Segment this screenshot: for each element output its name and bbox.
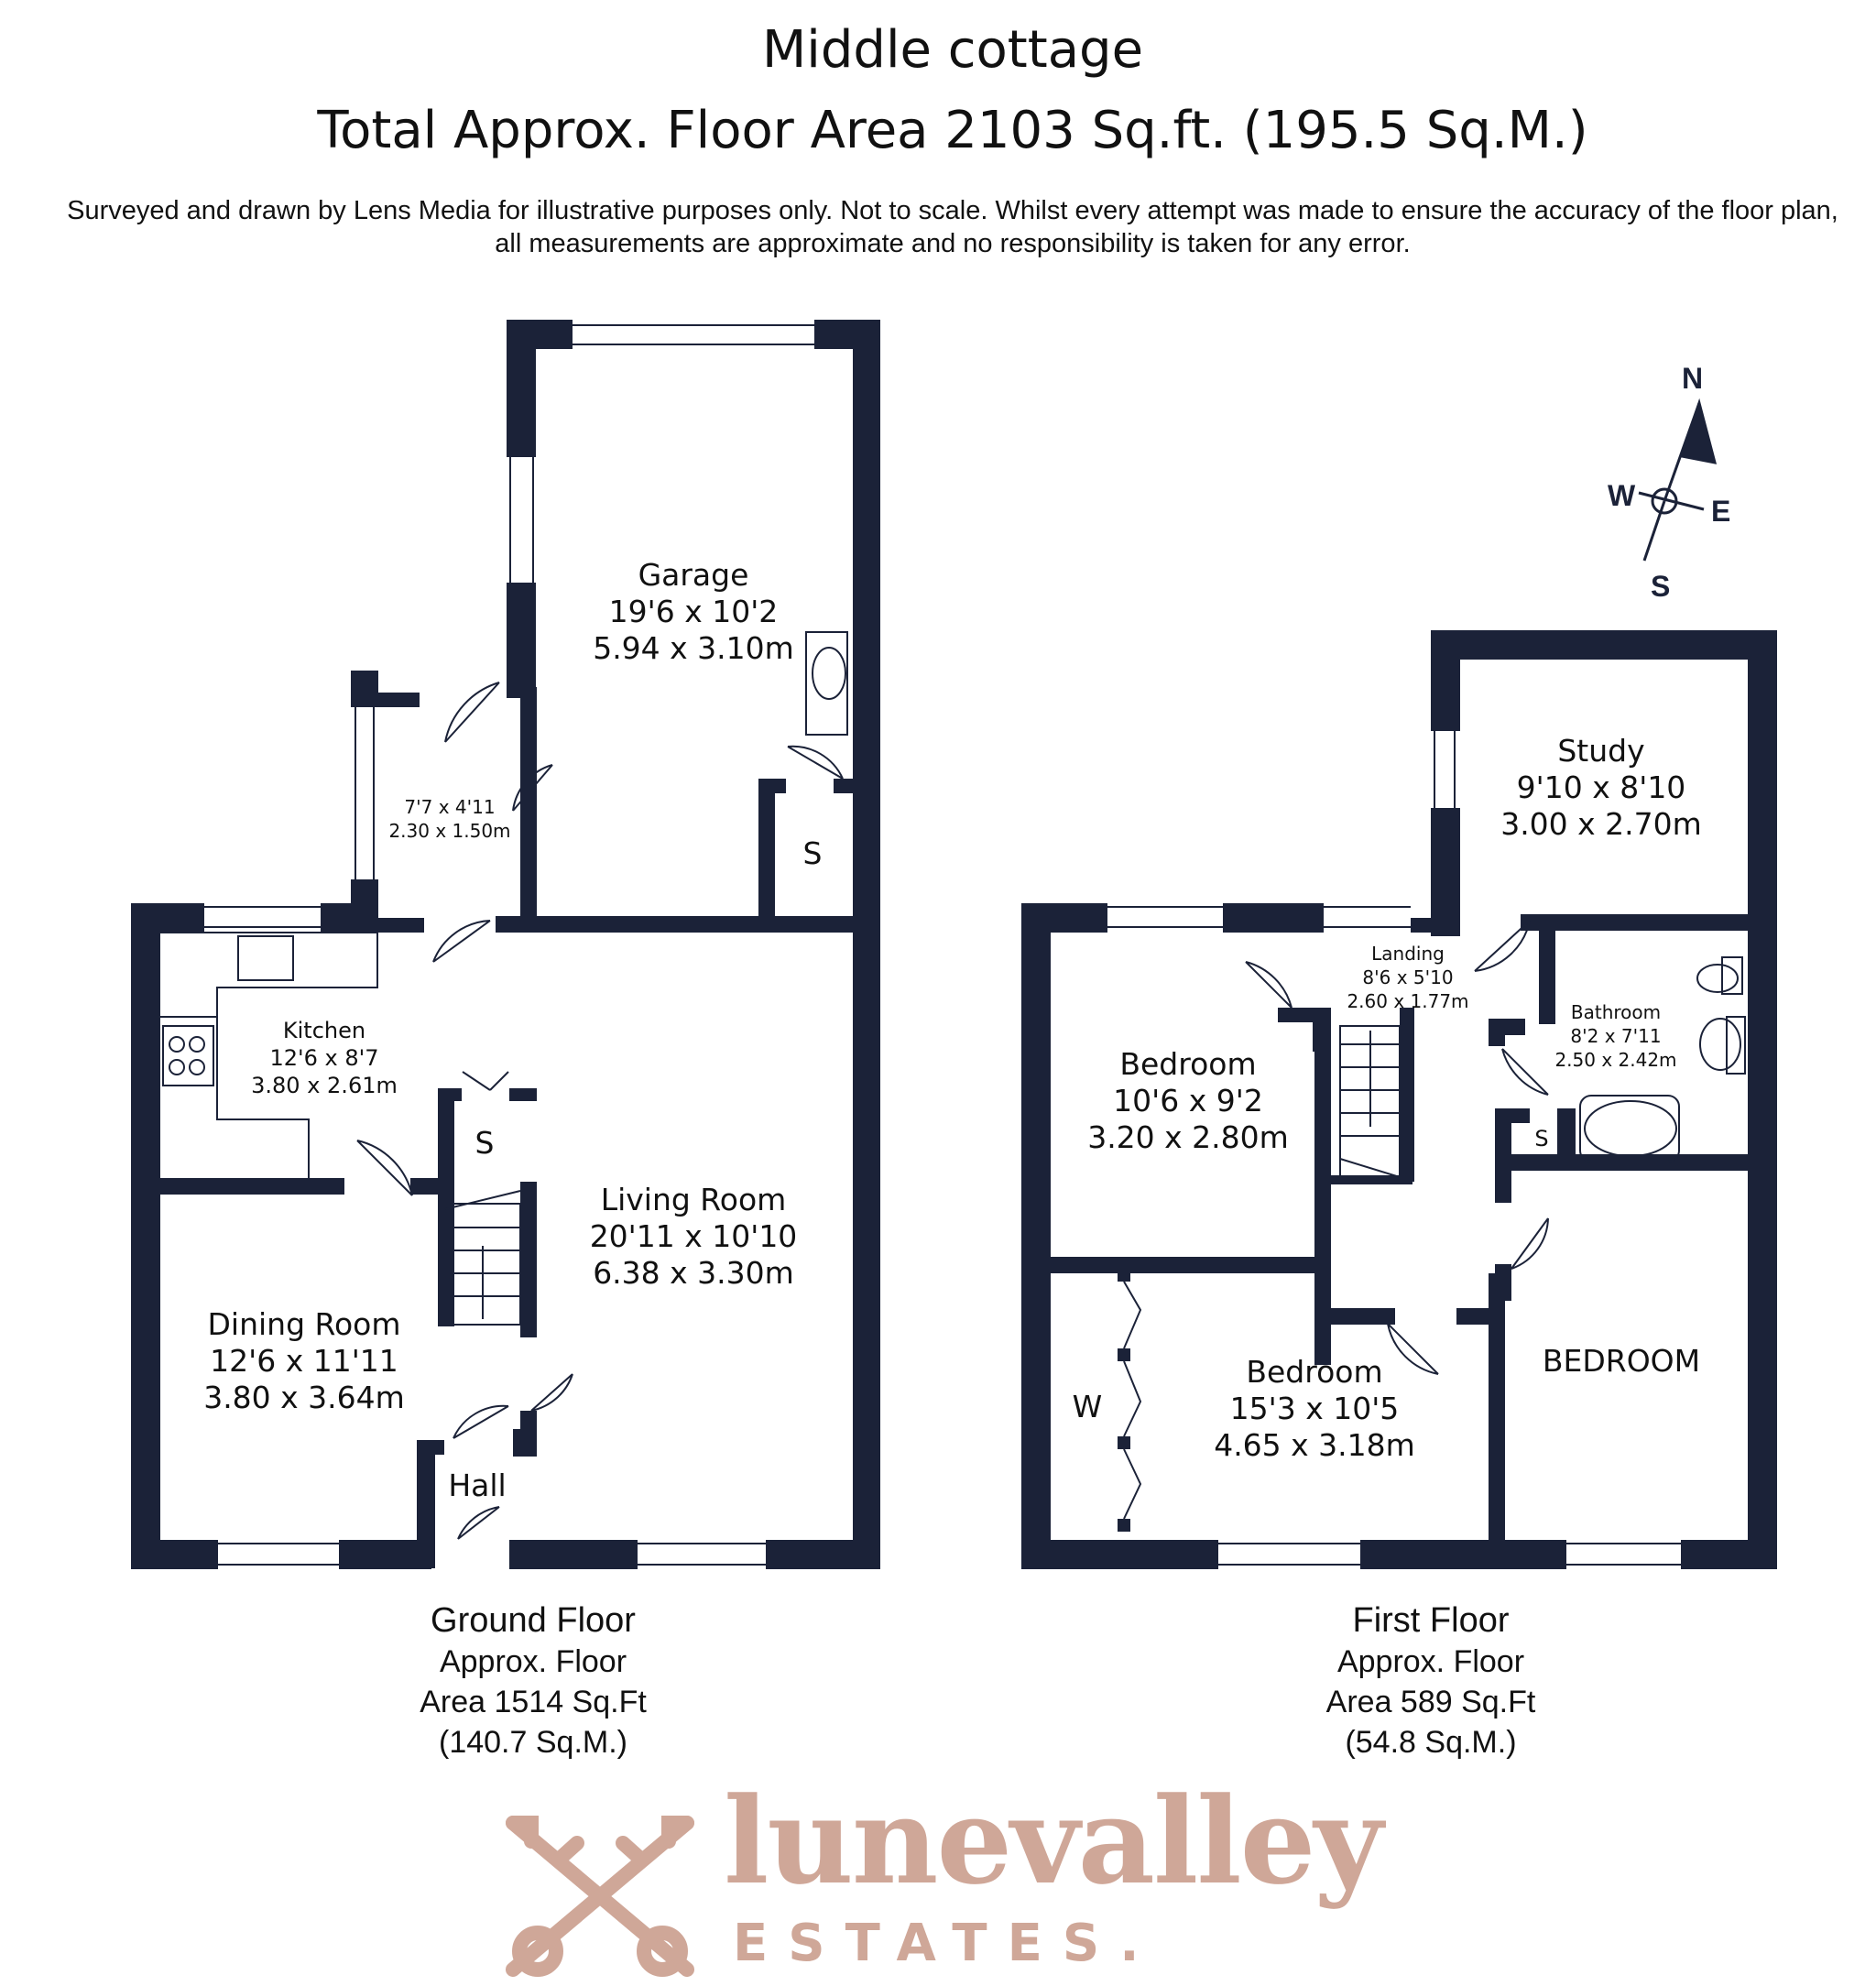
room-garage [593, 557, 794, 667]
room-name: Bedroom [1246, 1354, 1383, 1390]
room-name: Kitchen [282, 1018, 366, 1043]
plan-title: Middle cottage [761, 20, 1144, 80]
room-metric: 4.65 x 3.18m [1214, 1427, 1415, 1463]
room-study [1500, 733, 1702, 843]
disclaimer-line-1: Surveyed and drawn by Lens Media for illustrative purposes only. Not to scale. Whilst every attempt was made to ensure the accuracy of the floor plan, [67, 196, 1838, 225]
total-floor-area: Total Approx. Floor Area 2103 Sq.ft. (195.5 Sq.M.) [317, 101, 1588, 160]
logo-wordmark: lunevalley [724, 1771, 1381, 1911]
compass-rose [1639, 403, 1715, 561]
room-kitchen-store: S [474, 1125, 495, 1161]
room-imperial: 9'10 x 8'10 [1516, 769, 1686, 805]
room-bedroom-1 [1087, 1046, 1289, 1156]
room-metric: 2.50 x 2.42m [1554, 1049, 1677, 1071]
compass-north: N [1682, 362, 1704, 395]
room-wardrobe: W [1072, 1389, 1103, 1424]
logo-tagline: ESTATES. [733, 1914, 1160, 1973]
room-imperial: 8'6 x 5'10 [1362, 966, 1454, 988]
room-first-floor-store: S [1534, 1126, 1549, 1151]
room-name: Dining Room [207, 1306, 401, 1342]
room-metric: 3.00 x 2.70m [1500, 806, 1702, 842]
floor-area-line-2: Area 1514 Sq.Ft [420, 1685, 647, 1719]
room-name: Garage [638, 557, 749, 593]
room-kitchen [251, 1017, 398, 1099]
room-bedroom-2 [1214, 1354, 1415, 1464]
floor-area-line-1: Approx. Floor [439, 1644, 627, 1679]
room-name: Study [1557, 733, 1645, 769]
room-name: Landing [1371, 943, 1445, 965]
compass-east: E [1711, 495, 1731, 528]
compass-west: W [1608, 479, 1636, 512]
floor-name: First Floor [1352, 1601, 1510, 1640]
floor-area-line-1: Approx. Floor [1336, 1644, 1525, 1679]
compass-south: S [1651, 570, 1671, 603]
room-porch [388, 795, 510, 843]
floor-name: Ground Floor [431, 1601, 636, 1640]
room-metric: 6.38 x 3.30m [593, 1255, 794, 1291]
logo-keys-emblem [513, 1823, 687, 1970]
room-bathroom [1554, 1000, 1676, 1072]
room-metric: 5.94 x 3.10m [593, 630, 794, 666]
room-imperial: 8'2 x 7'11 [1570, 1025, 1662, 1047]
room-imperial: 15'3 x 10'5 [1229, 1391, 1400, 1426]
room-name: Bedroom [1119, 1046, 1257, 1082]
room-bedroom-3: BEDROOM [1542, 1343, 1701, 1379]
room-name: Bathroom [1570, 1001, 1662, 1023]
room-metric: 2.60 x 1.77m [1347, 990, 1469, 1012]
floor-area-line-2: Area 589 Sq.Ft [1325, 1685, 1536, 1719]
room-living [590, 1182, 798, 1292]
room-name: Living Room [600, 1182, 787, 1217]
room-hall: Hall [448, 1468, 507, 1503]
room-metric: 3.80 x 3.64m [203, 1380, 405, 1415]
disclaimer-line-2: all measurements are approximate and no responsibility is taken for any error. [495, 229, 1411, 258]
room-metric: 2.30 x 1.50m [388, 820, 511, 842]
ground-floor-label [420, 1599, 647, 1762]
room-garage-store: S [802, 835, 823, 871]
room-imperial: 10'6 x 9'2 [1113, 1083, 1263, 1118]
first-floor-label [1326, 1599, 1536, 1762]
floor-area-line-3: (140.7 Sq.M.) [439, 1725, 627, 1760]
room-metric: 3.20 x 2.80m [1087, 1119, 1289, 1155]
room-dining [203, 1306, 405, 1416]
room-landing [1347, 942, 1468, 1013]
room-imperial: 19'6 x 10'2 [608, 594, 779, 629]
room-imperial: 7'7 x 4'11 [404, 796, 496, 818]
floor-area-line-3: (54.8 Sq.M.) [1345, 1725, 1517, 1760]
room-imperial: 12'6 x 11'11 [210, 1343, 398, 1379]
room-imperial: 20'11 x 10'10 [589, 1218, 798, 1254]
room-imperial: 12'6 x 8'7 [269, 1045, 379, 1071]
room-metric: 3.80 x 2.61m [251, 1073, 398, 1098]
